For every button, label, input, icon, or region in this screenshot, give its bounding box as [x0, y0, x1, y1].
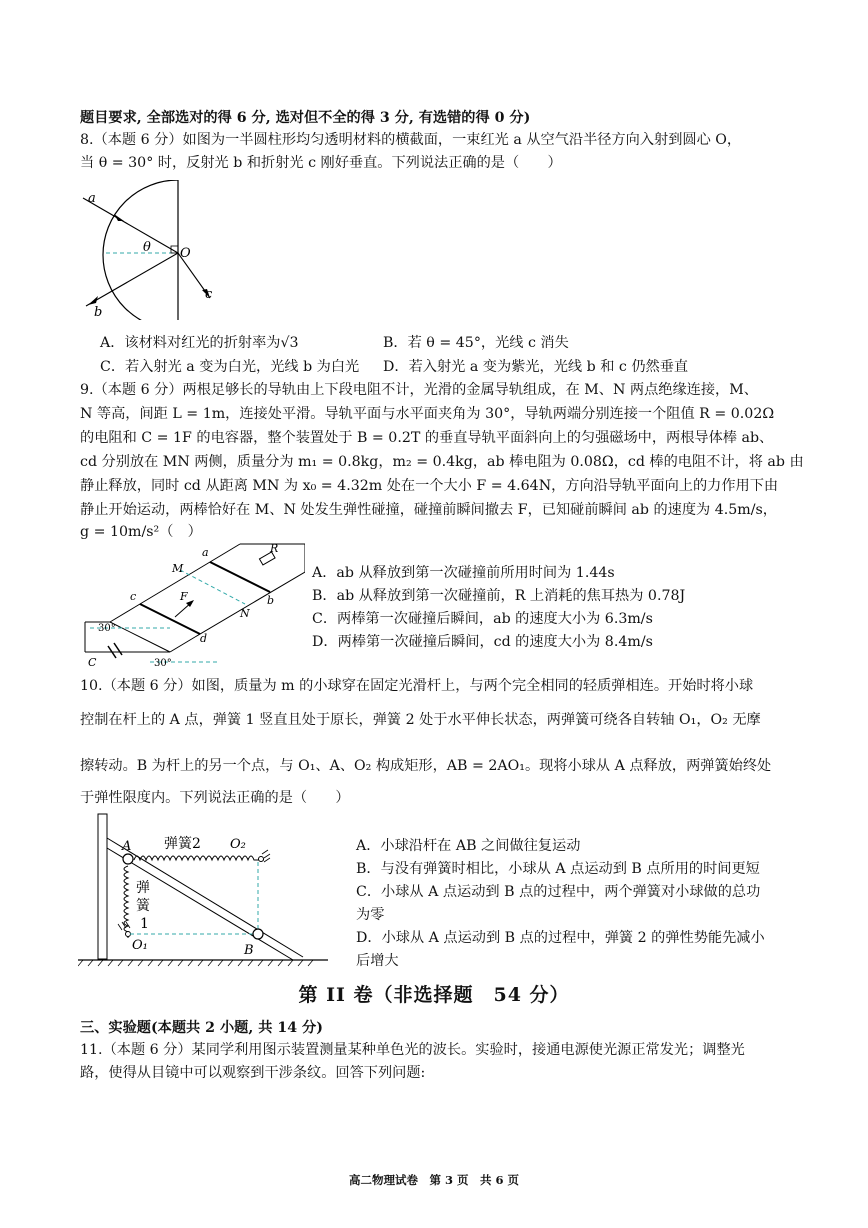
part2-title: 第 II 卷（非选择题 54 分） — [298, 984, 570, 1006]
q8-option-d: D．若入射光 a 变为紫光，光线 b 和 c 仍然垂直 — [383, 359, 689, 375]
q9-stem-line3: 的电阻和 C = 1F 的电容器，整个装置处于 B = 0.2T 的垂直导轨平面斜向上的匀强磁场中，两根导体棒 ab、 — [80, 430, 774, 446]
vertical-wall — [98, 814, 107, 959]
left-edge — [110, 622, 170, 652]
o1-pivot — [126, 932, 131, 937]
rod-cd — [140, 604, 200, 634]
q10-option-c-line2: 为零 — [356, 907, 385, 923]
ray-a — [83, 198, 178, 253]
rod-ab — [210, 562, 270, 592]
q10-option-d-line2: 后增大 — [356, 953, 399, 969]
q10-stem-line4: 于弹性限度内。下列说法正确的是（ ） — [80, 790, 350, 806]
q9-stem-line7: g = 10m/s²（ ） — [80, 524, 202, 540]
q11-stem-line1: 11.（本题 6 分）某同学利用图示装置测量某种单色光的波长。实验时，接通电源使光源正常发光；调整光 — [80, 1042, 745, 1058]
spring-1-coil — [124, 866, 128, 938]
label-N: N — [240, 607, 250, 620]
section3-heading: 三、实验题(本题共 2 小题, 共 14 分) — [80, 1020, 323, 1036]
ray-b — [86, 253, 178, 306]
label-d9: d — [200, 632, 208, 645]
q10-option-a: A．小球沿杆在 AB 之间做往复运动 — [356, 838, 581, 854]
label-spring2: 弹簧2 — [164, 836, 201, 852]
q9-option-d: D．两棒第一次碰撞后瞬间，cd 的速度大小为 8.4m/s — [312, 634, 653, 650]
label-angle2: 30° — [154, 658, 172, 669]
label-M: M — [172, 562, 184, 575]
rail-left-end — [110, 607, 135, 622]
semicircle-outline — [103, 180, 178, 320]
q10-stem-line1: 10.（本题 6 分）如图，质量为 m 的小球穿在固定光滑杆上，与两个完全相同的轻质弹相连。开始时将小球 — [80, 678, 754, 694]
q8-stem-line2: 当 θ = 30° 时，反射光 b 和折射光 c 刚好垂直。下列说法正确的是（ ） — [80, 155, 562, 171]
q9-option-b: B．ab 从释放到第一次碰撞前，R 上消耗的焦耳热为 0.78J — [312, 588, 686, 604]
spring-2-coil — [134, 856, 264, 860]
q9-stem-line5: 静止释放，同时 cd 从距离 MN 为 x₀ = 4.32m 处在一个大小 F = 4.64N，方向沿导轨平面向上的力作用下由 — [80, 478, 779, 494]
o2-pivot — [259, 857, 264, 862]
q9-stem-line2: N 等高，间距 L = 1m，连接处平滑。导轨平面与水平面夹角为 30°，导轨两端分别连接一个阻值 R = 0.02Ω — [80, 406, 775, 422]
label-c9: c — [130, 590, 137, 603]
label-C: C — [88, 656, 97, 669]
label-A: A — [122, 839, 132, 854]
q9-option-a: A．ab 从释放到第一次碰撞前所用时间为 1.44s — [312, 565, 615, 581]
label-spring1-b: 簧 — [136, 898, 150, 914]
ball-A — [123, 854, 133, 864]
q8-option-b: B．若 θ = 45°，光线 c 消失 — [383, 335, 569, 351]
q11-stem-line2: 路，使得从目镜中可以观察到干涉条纹。回答下列问题: — [80, 1065, 426, 1081]
label-O1: O₁ — [132, 938, 148, 953]
q9-rails-figure — [80, 542, 305, 672]
label-O2: O₂ — [230, 837, 246, 852]
label-spring1-c: 1 — [140, 916, 149, 932]
label-R: R — [270, 542, 279, 555]
q8-semicircle-figure — [78, 180, 228, 320]
q9-stem-line6: 静止开始运动，两棒恰好在 M、N 处发生弹性碰撞，碰撞前瞬间撤去 F，已知碰前瞬间 ab 的速度为 4.5m/s， — [80, 502, 777, 518]
q10-option-c-line1: C．小球从 A 点运动到 B 点的过程中，两个弹簧对小球做的总功 — [356, 884, 761, 900]
label-c: c — [205, 287, 213, 302]
q10-stem-line3: 擦转动。B 为杆上的另一个点，与 O₁、A、O₂ 构成矩形，AB = 2AO₁。现将小球从 A 点释放，两弹簧始终处 — [80, 758, 772, 774]
q10-stem-line2: 控制在杆上的 A 点，弹簧 1 竖直且处于原长，弹簧 2 处于水平伸长状态，两弹簧可绕各自转轴 O₁，O₂ 无摩 — [80, 712, 761, 728]
instruction-line: 题目要求, 全部选对的得 6 分, 选对但不全的得 3 分, 有选错的得 0 分) — [80, 110, 531, 126]
page-footer: 高二物理试卷 第 3 页 共 6 页 — [348, 1173, 520, 1187]
label-F: F — [180, 590, 188, 603]
label-theta: θ — [143, 240, 151, 255]
ground-hatch — [78, 960, 313, 966]
label-b: b — [94, 305, 103, 320]
q9-stem-line4: cd 分别放在 MN 两侧，质量分为 m₁ = 0.8kg，m₂ = 0.4kg，ab 棒电阻为 0.08Ω，cd 棒的电阻不计，将 ab 由 — [80, 454, 804, 470]
q9-option-c: C．两棒第一次碰撞后瞬间，ab 的速度大小为 6.3m/s — [312, 611, 653, 627]
label-O: O — [180, 246, 191, 261]
rail-left-bottom — [170, 637, 195, 652]
label-B: B — [244, 943, 254, 958]
q9-stem-line1: 9.（本题 6 分）两根足够长的导轨由上下段电阻不计，光滑的金属导轨组成，在 M、N 两点绝缘连接，M、 — [80, 382, 758, 398]
capacitor-plate-2 — [114, 643, 122, 655]
label-b9: b — [267, 594, 275, 607]
label-spring1-a: 弹 — [136, 880, 150, 896]
q8-option-c: C．若入射光 a 变为白光，光线 b 为白光 — [100, 359, 360, 375]
label-a9: a — [202, 546, 209, 559]
ray-a-arrow — [114, 214, 124, 221]
q8-option-a: A．该材料对红光的折射率为√3 — [100, 335, 299, 351]
q8-stem-line1: 8.（本题 6 分）如图为一半圆柱形均匀透明材料的横截面，一束红光 a 从空气沿半径方向入射到圆心 O， — [80, 132, 742, 148]
q10-option-d-line1: D．小球从 A 点运动到 B 点的过程中，弹簧 2 的弹性势能先减小 — [356, 930, 765, 946]
ball-B — [253, 929, 263, 939]
q10-spring-figure — [78, 812, 338, 967]
label-angle1: 30° — [98, 623, 116, 634]
label-a: a — [88, 191, 96, 206]
q10-option-b: B．与没有弹簧时相比，小球从 A 点运动到 B 点所用的时间更短 — [356, 861, 760, 877]
